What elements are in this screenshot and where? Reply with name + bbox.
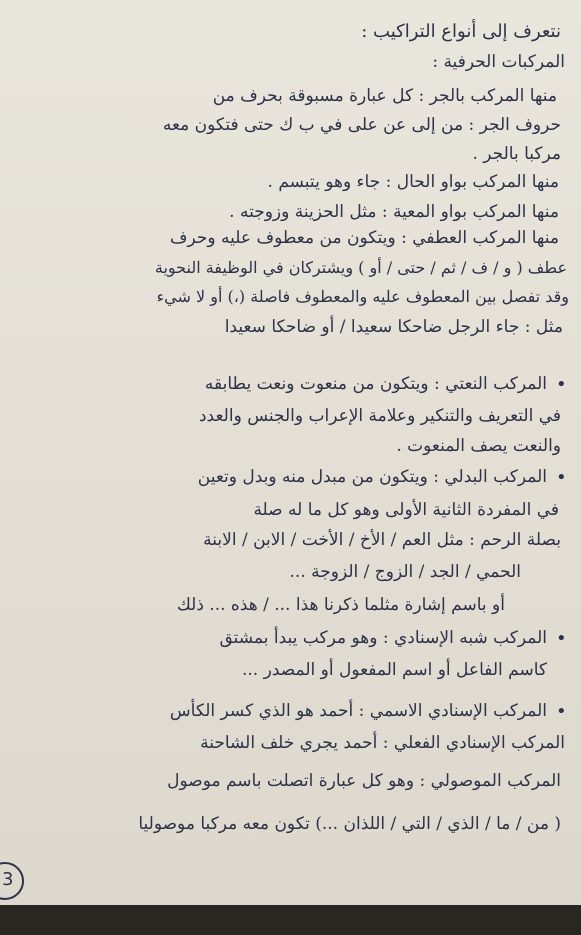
background-edge bbox=[0, 905, 581, 935]
subheading-letter-compounds: المركبات الحرفية : bbox=[432, 52, 565, 72]
text-line: كاسم الفاعل أو اسم المفعول أو المصدر ... bbox=[242, 660, 547, 680]
text-line: المركب شبه الإسنادي : وهو مركب يبدأ بمشتق bbox=[219, 628, 547, 648]
bullet-mark: • bbox=[556, 628, 567, 649]
text-line: حروف الجر : من إلى عن على في ب ك حتى فتكون معه bbox=[162, 115, 561, 135]
text-line: والنعت يصف المنعوت . bbox=[396, 436, 561, 456]
bullet-mark: • bbox=[556, 467, 567, 488]
text-line: منها المركب بواو المعية : مثل الحزينة وزوجته . bbox=[229, 202, 559, 222]
text-line: مثل : جاء الرجل ضاحكا سعيدا / أو ضاحكا سعيدا bbox=[224, 317, 563, 337]
text-line: المركب البدلي : ويتكون من مبدل منه وبدل وتعين bbox=[197, 467, 547, 487]
text-line: بصلة الرحم : مثل العم / الأخ / الأخت / الابن / الابنة bbox=[203, 530, 561, 550]
text-line: المركب النعتي : ويتكون من منعوت ونعت يطابقه bbox=[204, 374, 547, 394]
bullet-mark: • bbox=[556, 701, 567, 722]
text-line: منها المركب بواو الحال : جاء وهو يتبسم . bbox=[267, 172, 559, 192]
text-line: المركب الإسنادي الاسمي : أحمد هو الذي كسر الكأس bbox=[169, 701, 547, 721]
text-line: في التعريف والتنكير وعلامة الإعراب والجنس والعدد bbox=[198, 406, 561, 426]
text-line: المركب الإسنادي الفعلي : أحمد يجري خلف الشاحنة bbox=[200, 733, 565, 753]
text-line: مركبا بالجر . bbox=[472, 144, 561, 164]
text-line: المركب الموصولي : وهو كل عبارة اتصلت باسم موصول bbox=[167, 771, 561, 791]
text-line: ( من / ما / الذي / التي / اللذان ...) تكون معه مركبا موصوليا bbox=[138, 814, 561, 834]
text-line: الحمي / الجد / الزوج / الزوجة ... bbox=[289, 562, 521, 582]
text-line: في المفردة الثانية الأولى وهو كل ما له صلة bbox=[253, 500, 559, 520]
page-number: 3 bbox=[2, 869, 14, 890]
text-line: منها المركب العطفي : ويتكون من معطوف عليه وحرف bbox=[169, 228, 559, 248]
text-line: عطف ( و / ف / ثم / حتى / أو ) ويشتركان في الوظيفة النحوية bbox=[154, 258, 567, 277]
heading-title: نتعرف إلى أنواع التراكيب : bbox=[361, 21, 561, 42]
text-line: منها المركب بالجر : كل عبارة مسبوقة بحرف من bbox=[212, 86, 557, 106]
bullet-mark: • bbox=[556, 374, 567, 395]
text-line: أو باسم إشارة مثلما ذكرنا هذا ... / هذه ... ذلك bbox=[176, 595, 505, 615]
text-line: وقد تفصل بين المعطوف عليه والمعطوف فاصلة (،) أو لا شيء bbox=[156, 287, 569, 306]
